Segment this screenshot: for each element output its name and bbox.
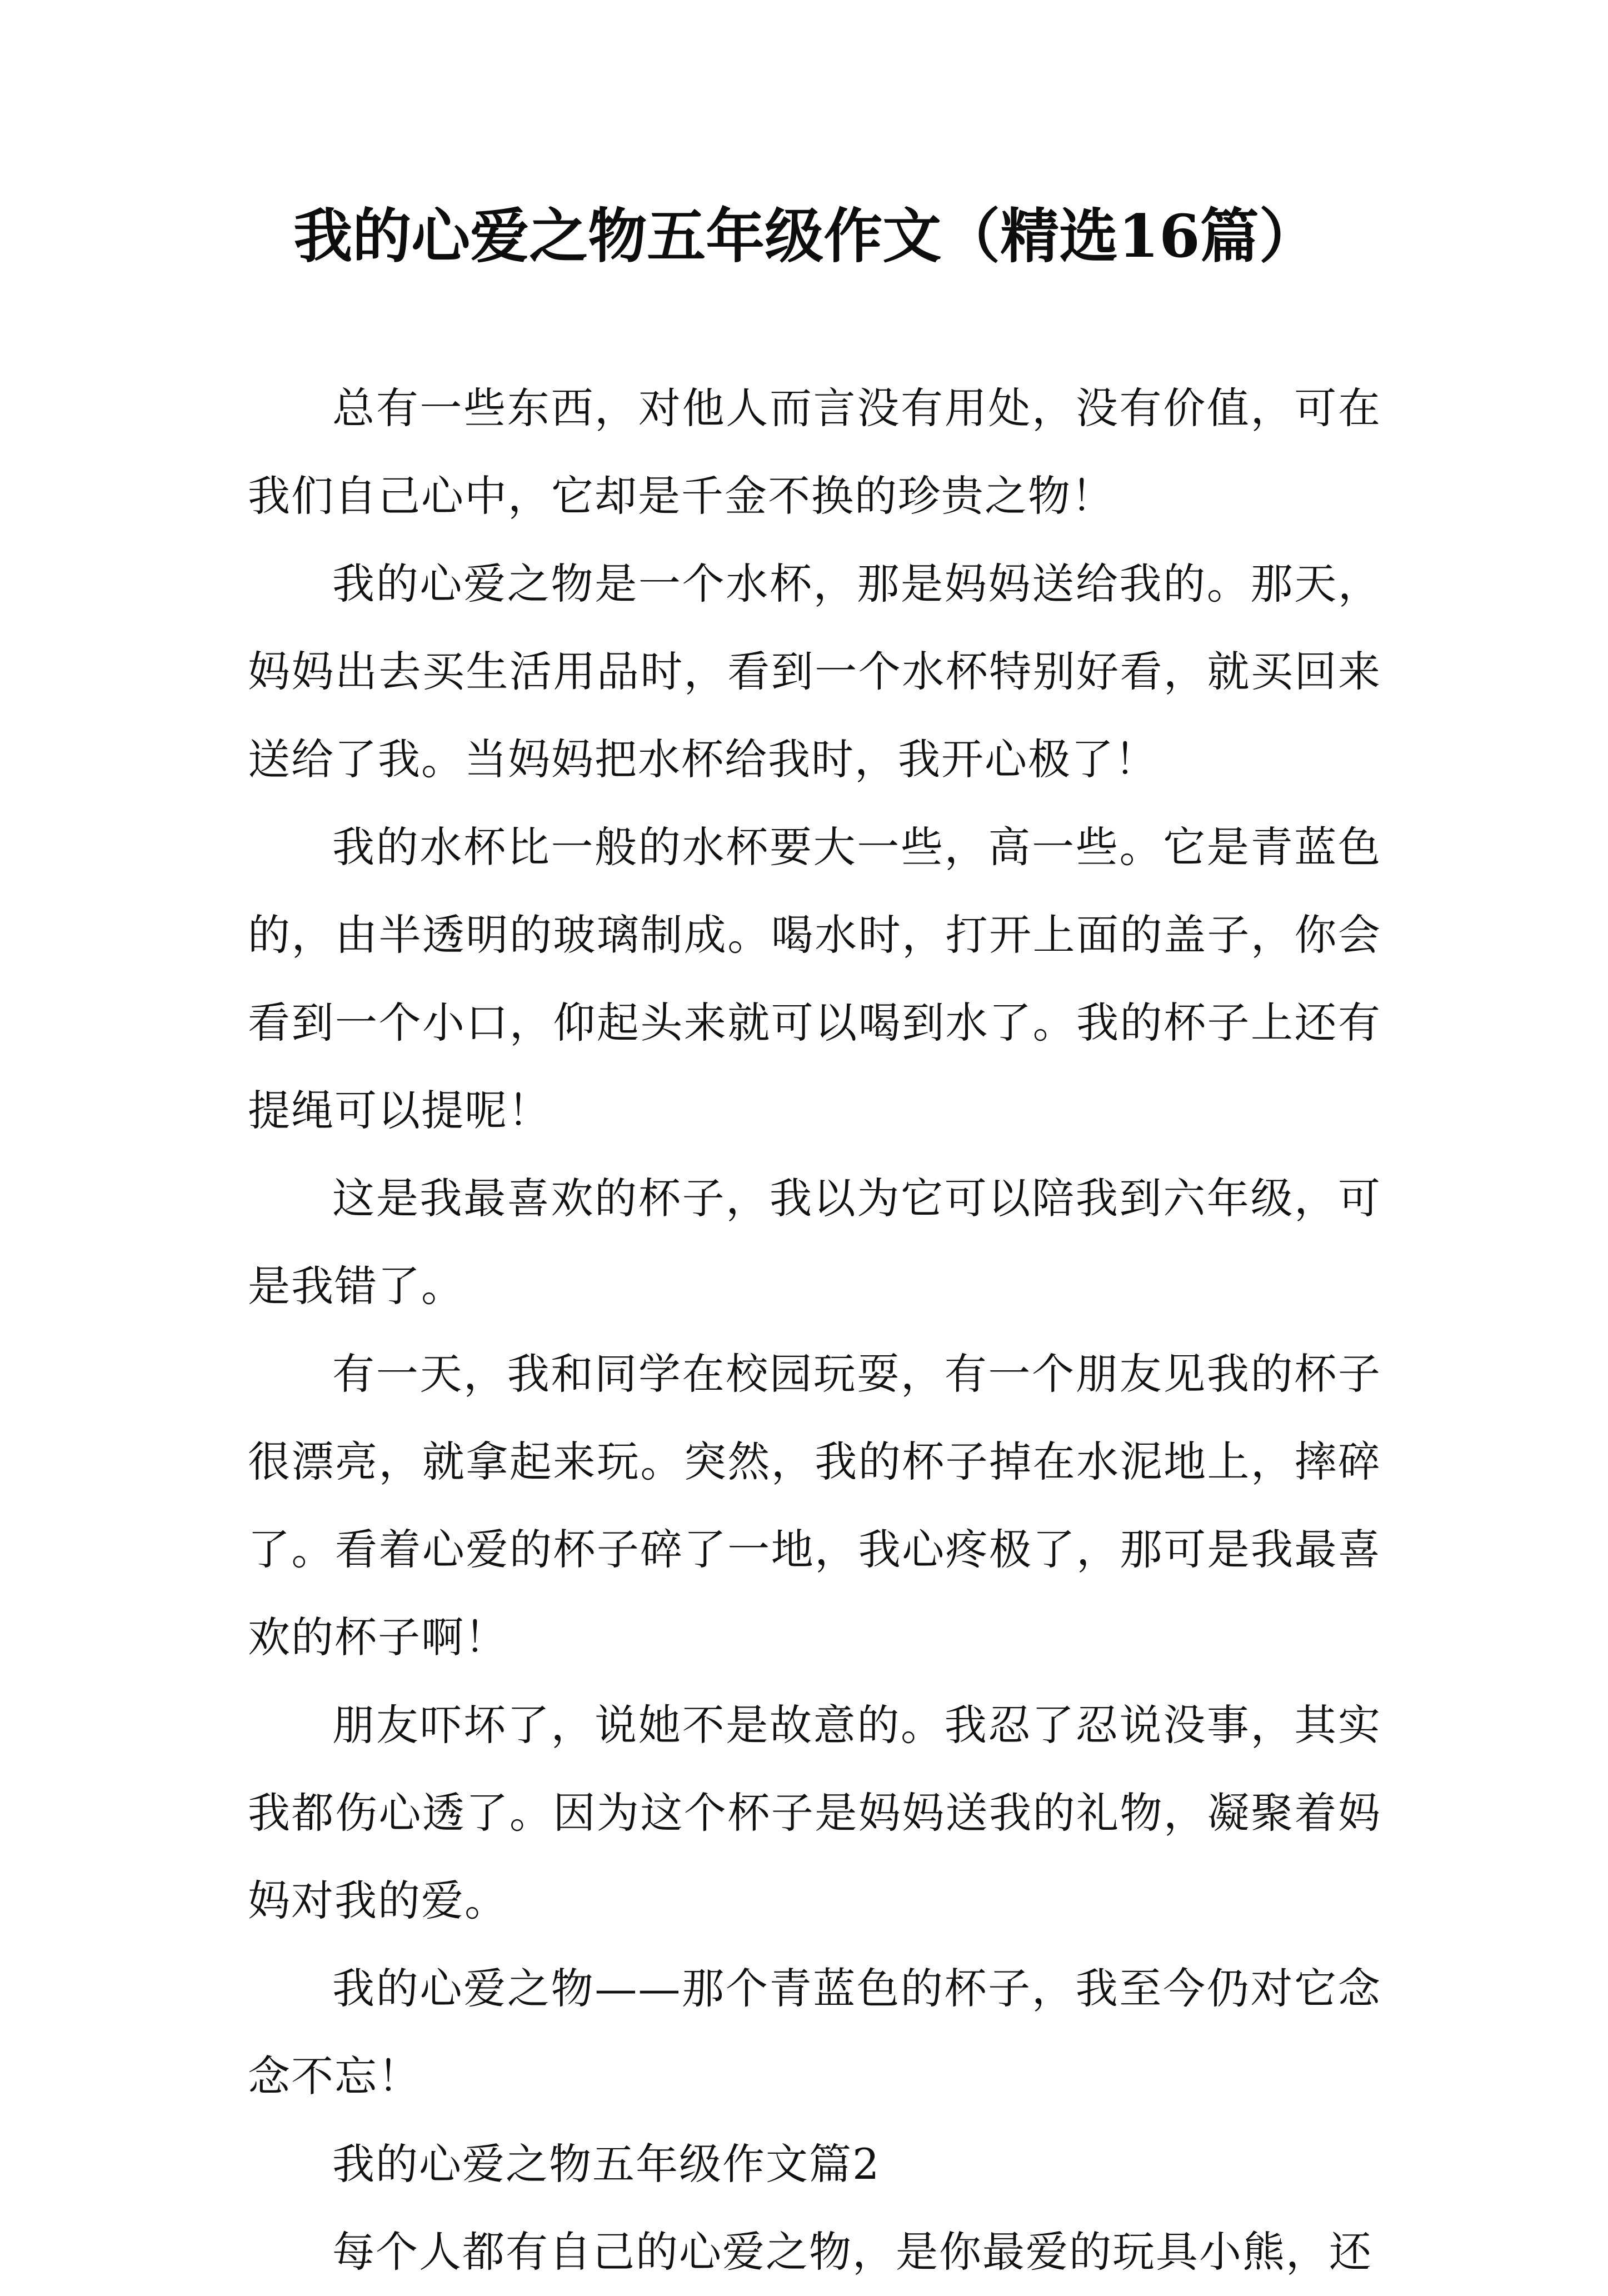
paragraph: 有一天，我和同学在校园玩耍，有一个朋友见我的杯子很漂亮，就拿起来玩。突然，我的杯子掉在水泥地上，摔碎了。看着心爱的杯子碎了一地，我心疼极了，那可是我最喜欢的杯子啊！: [248, 1349, 1381, 1662]
paragraph: 我的心爱之物——那个青蓝色的杯子，我至今仍对它念念不忘！: [248, 1964, 1381, 2101]
paragraph: 每个人都有自己的心爱之物，是你最爱的玩具小熊，还: [332, 2227, 1372, 2277]
document-body: [248, 365, 1381, 2296]
paragraph: 这是我最喜欢的杯子，我以为它可以陪我到六年级，可是我错了。: [248, 1174, 1381, 1311]
section-heading: 我的心爱之物五年级作文篇2: [332, 2139, 881, 2189]
paragraph: 我的心爱之物是一个水杯，那是妈妈送给我的。那天，妈妈出去买生活用品时，看到一个水杯特别好看，就买回来送给了我。当妈妈把水杯给我时，我开心极了！: [248, 559, 1381, 784]
document-title: 我的心爱之物五年级作文（精选16篇）: [293, 201, 1318, 271]
paragraph: 我的水杯比一般的水杯要大一些，高一些。它是青蓝色的，由半透明的玻璃制成。喝水时，打开上面的盖子，你会看到一个小口，仰起头来就可以喝到水了。我的杯子上还有提绳可以提呢！: [248, 822, 1381, 1135]
paragraph: 总有一些东西，对他人而言没有用处，没有价值，可在我们自己心中，它却是千金不换的珍贵之物！: [248, 383, 1381, 521]
paragraph: 朋友吓坏了，说她不是故意的。我忍了忍说没事，其实我都伤心透了。因为这个杯子是妈妈送我的礼物，凝聚着妈妈对我的爱。: [248, 1700, 1381, 1925]
